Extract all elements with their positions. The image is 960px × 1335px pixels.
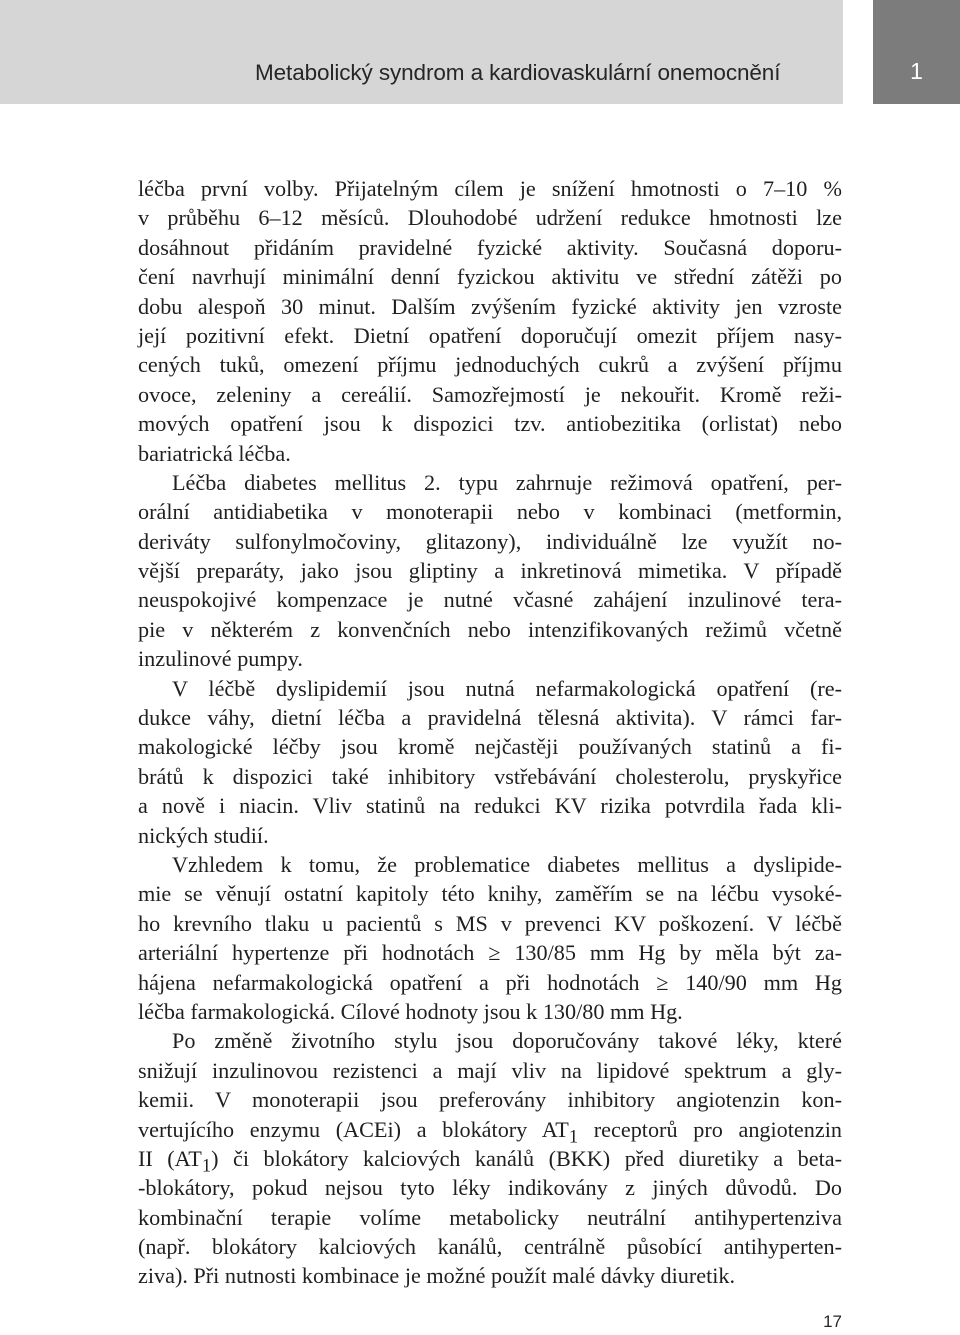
text-line: brátů k dispozici také inhibitory vstřebávání cholesterolu, pryskyřice [138,763,842,789]
text-line: kemii. V monoterapii jsou preferovány inhibitory angiotenzin kon- [138,1087,842,1113]
text-line: Po změně životního stylu jsou doporučovány takové léky, které [172,1028,842,1054]
text-line: čení navrhují minimální denní fyzickou aktivitu ve střední zátěži po [138,264,842,290]
text-line: v průběhu 6–12 měsíců. Dlouhodobé udržení redukce hmotnosti lze [138,205,842,231]
chapter-tab [873,0,960,104]
text-line: její pozitivní efekt. Dietní opatření doporučují omezit příjem nasy- [138,322,842,348]
text-line: pie v některém z konvenčních nebo intenzifikovaných režimů včetně [138,616,842,642]
text-line: léčba farmakologická. Cílové hodnoty jsou k 130/80 mm Hg. [138,998,683,1024]
text-line: makologické léčby jsou kromě nejčastěji používaných statinů a fi- [138,734,842,760]
text-line: (např. blokátory kalciových kanálů, centrálně působící antihyperten- [138,1234,842,1260]
text-line-with-subscript [138,1115,842,1147]
text-line: neuspokojivé kompenzace je nutné včasné zahájení inzulinové tera- [138,587,842,613]
text-line: hájena nefarmakologická opatření a při hodnotách ≥ 140/90 mm Hg [138,969,842,995]
text-fragment: ) či blokátory kalciových kanálů (BKK) před diuretiky a beta- [211,1145,842,1171]
text-line: inzulinové pumpy. [138,646,303,672]
text-line: bariatrická léčba. [138,440,291,466]
text-line: Léčba diabetes mellitus 2. typu zahrnuje režimová opatření, per- [172,469,842,495]
page-number: 17 [823,1312,842,1331]
text-line: nických studií. [138,822,269,848]
subscript: 1 [568,1126,579,1147]
text-line: léčba první volby. Přijatelným cílem je snížení hmotnosti o 7–10 % [138,176,842,201]
text-line: vější preparáty, jako jsou gliptiny a inkretinová mimetika. V případě [138,558,842,584]
text-line: kombinační terapie volíme metabolicky neutrální antihypertenziva [138,1204,842,1230]
text-line: arteriální hypertenze při hodnotách ≥ 130/85 mm Hg by měla být za- [138,940,842,966]
text-line: ziva). Při nutnosti kombinace je možné použít malé dávky diuretik. [138,1263,736,1289]
text-line: orální antidiabetika v monoterapii nebo v kombinaci (metformin, [138,499,842,525]
text-line: dosáhnout přidáním pravidelné fyzické aktivity. Současná doporu- [138,234,842,260]
text-line-with-subscript [138,1144,842,1177]
text-line: deriváty sulfonylmočoviny, glitazony), individuálně lze využít no- [138,528,842,554]
text-line: cených tuků, omezení příjmu jednoduchých cukrů a zvýšení příjmu [138,352,842,378]
text-fragment: vertujícího enzymu (ACEi) a blokátory AT [138,1116,569,1142]
text-line: dobu alespoň 30 minut. Dalším zvýšením fyzické aktivity jen vzroste [138,293,842,319]
running-head-title: Metabolický syndrom a kardiovaskulární onemocnění [255,60,781,85]
text-fragment: receptorů pro angiotenzin [578,1116,842,1142]
chapter-number: 1 [910,58,923,84]
text-line: mových opatření jsou k dispozici tzv. antiobezitika (orlistat) nebo [138,411,842,437]
text-line: mie se věnují ostatní kapitoly této knihy, zaměřím se na léčbu vysoké- [138,881,842,907]
text-line: V léčbě dyslipidemií jsou nutná nefarmakologická opatření (re- [172,675,842,701]
body-text [138,174,842,1291]
text-line: ovoce, zeleniny a cereálií. Samozřejmostí je nekouřit. Kromě reži- [138,381,842,407]
text-line: ho krevního tlaku u pacientů s MS v prevenci KV poškození. V léčbě [138,910,842,936]
text-fragment: II (AT [138,1145,202,1171]
text-line: a nově i niacin. Vliv statinů na redukci KV rizika potvrdila řada kli- [138,793,842,819]
text-line: -blokátory, pokud nejsou tyto léky indikovány z jiných důvodů. Do [138,1175,842,1201]
text-line: dukce váhy, dietní léčba a pravidelná tělesná aktivita). V rámci far- [138,705,842,731]
text-line: snižují inzulinovou rezistenci a mají vliv na lipidové spektrum a gly- [138,1057,842,1083]
header-band [0,0,843,104]
subscript: 1 [201,1156,212,1177]
text-line: Vzhledem k tomu, že problematice diabetes mellitus a dyslipide- [172,851,842,877]
